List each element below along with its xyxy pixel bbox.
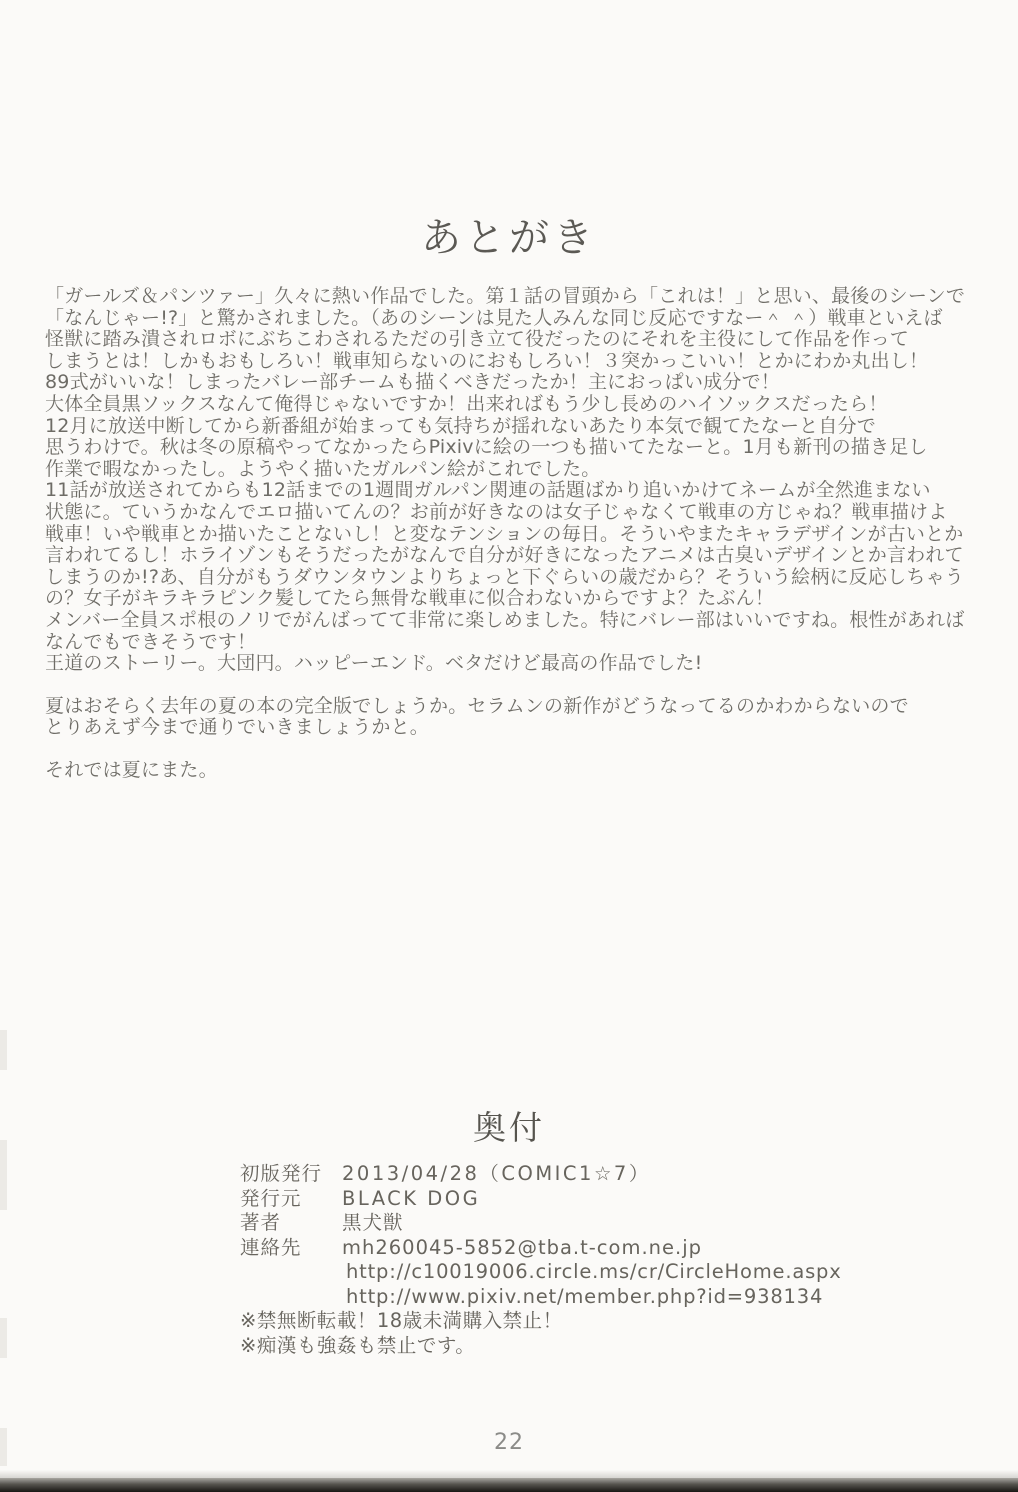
afterword-line: 怪獣に踏み潰されロボにぶちこわされるただの引き立て役だったのにそれを主役にして作品を作って [45, 328, 910, 351]
colophon-url: http://c10019006.circle.ms/cr/CircleHome.aspx [346, 1260, 842, 1283]
colophon-value: BLACK DOG [342, 1186, 481, 1210]
colophon-notice: ※禁無断転載！18歳未満購入禁止！ [240, 1309, 563, 1332]
afterword-closing: それでは夏にまた。 [45, 758, 218, 781]
afterword-line: の？女子がキラキラピンク髪してたら無骨な戦車に似合わないからですよ？たぶん！ [45, 587, 775, 610]
afterword-title: あとがき [421, 215, 597, 261]
afterword-line: なんでもできそうです！ [45, 630, 257, 653]
afterword-line: 「なんじゃー!?」と驚かされました。（あのシーンは見た人みんな同じ反応ですなー＾ ＾）戦車といえば [45, 306, 943, 329]
afterword-line: 11話が放送されてからも12話までの1週間ガルパン関連の話題ばかり追いかけてネームが全然進まない [45, 479, 931, 502]
afterword-line: 「ガールズ＆パンツァー」久々に熱い作品でした。第１話の冒頭から「これは！」と思い、最後のシーンで [45, 285, 966, 307]
scan-edge [0, 1478, 1018, 1492]
afterword-line: 作業で暇なかったし。ようやく描いたガルパン絵がこれでした。 [45, 457, 601, 480]
colophon-label: 発行元 [240, 1186, 302, 1210]
colophon-label: 連絡先 [240, 1235, 302, 1259]
afterword-line: しまうとは！しかもおもしろい！戦車知らないのにおもしろい！３突かっこいい！とかにわか丸出し！ [45, 349, 929, 372]
afterword-line: とりあえず今まで通りでいきましょうかと。 [45, 716, 430, 739]
afterword-line: 89式がいいな！しまったバレー部チームも描くべきだったか！主におっぱい成分で！ [45, 371, 780, 394]
colophon-row [240, 1187, 960, 1212]
scan-artifact [0, 1318, 7, 1358]
colophon-row [240, 1236, 960, 1261]
afterword-line: 大体全員黒ソックスなんて俺得じゃないですか！出来ればもう少し長めのハイソックスだったら！ [45, 392, 888, 415]
colophon-notice: ※痴漢も強姦も禁止です。 [240, 1333, 476, 1357]
colophon-label: 著者 [240, 1211, 282, 1234]
afterword-line: しまうのか!?あ、自分がもうダウンタウンよりちょっと下ぐらいの歳だから？そういう絵柄に反応しちゃう [45, 565, 964, 588]
colophon-block [240, 1162, 960, 1358]
colophon-title: 奥付 [473, 1108, 545, 1147]
afterword-line: 夏はおそらく去年の夏の本の完全版でしょうか。セラムンの新作がどうなってるのかわからないので [45, 694, 909, 717]
scan-artifact [0, 1140, 7, 1210]
afterword-line: 戦車！いや戦車とか描いたことないし！と変なテンションの毎日。そういやまたキャラデザインが古いとか [45, 522, 964, 545]
scan-artifact [0, 1428, 7, 1466]
afterword-line: 思うわけで。秋は冬の原稿やってなかったらPixivに絵の一つも描いてたなーと。1月も新刊の描き足し [45, 436, 928, 459]
colophon-label: 初版発行 [240, 1162, 323, 1185]
colophon-value: 黒犬獣 [342, 1211, 404, 1234]
colophon-value: 2013/04/28（COMIC1☆7） [342, 1162, 651, 1185]
afterword-line: 状態に。ていうかなんでエロ描いてんの？お前が好きなのは女子じゃなくて戦車の方じゃね？戦車描けよ [45, 500, 948, 523]
scan-artifact [0, 1030, 7, 1070]
colophon-row [240, 1211, 960, 1236]
colophon-url: http://www.pixiv.net/member.php?id=938134 [346, 1284, 824, 1308]
afterword-body [45, 286, 985, 781]
page-number: 22 [494, 1430, 524, 1455]
colophon-value: mh260045-5852@tba.t-com.ne.jp [342, 1235, 703, 1259]
afterword-line: メンバー全員スポ根のノリでがんばってて非常に楽しめました。特にバレー部はいいですね。根性があれば [45, 608, 965, 631]
colophon-row [240, 1162, 960, 1187]
afterword-line: 王道のストーリー。大団円。ハッピーエンド。ベタだけど最高の作品でした! [45, 652, 703, 675]
afterword-line: 言われてるし！ホライゾンもそうだったがなんで自分が好きになったアニメは古臭いデザインとか言われて [45, 544, 964, 567]
afterword-line: 12月に放送中断してから新番組が始まっても気持ちが揺れないあたり本気で観てたなーと自分で [45, 414, 876, 437]
